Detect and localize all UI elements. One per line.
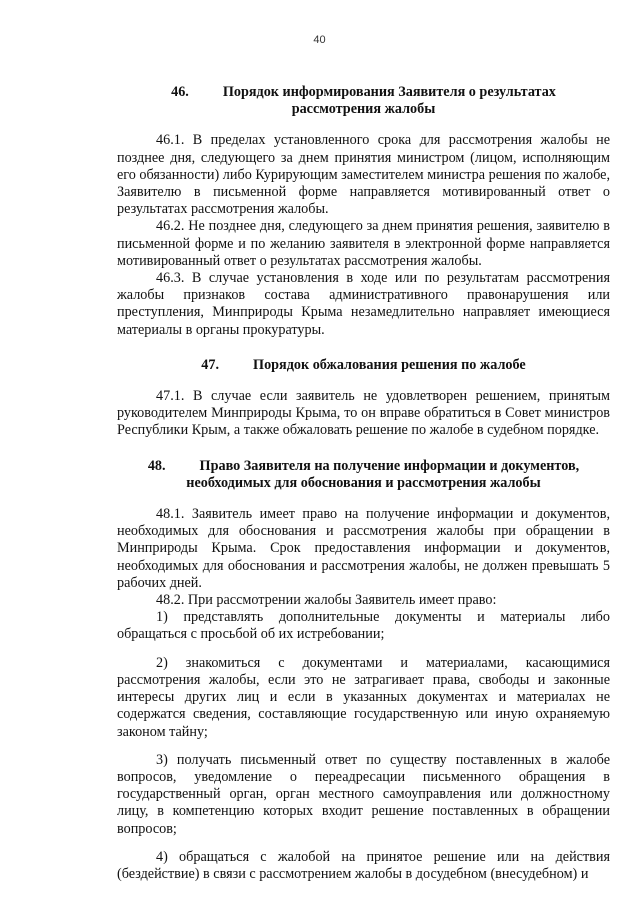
list-item-4: 4) обращаться с жалобой на принятое решение или на действия (бездействие) в связи с рассмотрением жалобы в досудебном (внесудебном) и xyxy=(117,848,610,882)
list-item-1: 1) представлять дополнительные документы и материалы либо обращаться с просьбой об их истребовании; xyxy=(117,609,610,643)
section-46-heading xyxy=(117,84,610,118)
page-number: 40 xyxy=(313,34,326,46)
section-46-number: 46. xyxy=(171,84,189,100)
section-48-heading xyxy=(117,458,610,492)
paragraph-48-2: 48.2. При рассмотрении жалобы Заявитель имеет право: xyxy=(156,592,497,609)
paragraph-46-3: 46.3. В случае установления в ходе или по результатам рассмотрения жалобы признаков состава административного правонарушения или преступления, Минприроды Крыма незамедлительно направляет имеющиеся материалы в органы прокуратуры. xyxy=(117,270,610,338)
paragraph-48-1: 48.1. Заявитель имеет право на получение информации и документов, необходимых для обоснования и рассмотрения жалобы при обращении в Минприроды Крыма. Срок предоставления информации и документов, необходимых для обоснования и рассмотрения жалобы, не должен превышать 5 рабочих дней. xyxy=(117,506,610,591)
section-46-title-line1: Порядок информирования Заявителя о результатах xyxy=(222,84,556,100)
section-47-title-line1: Порядок обжалования решения по жалобе xyxy=(253,356,526,373)
list-item-2: 2) знакомиться с документами и материалами, касающимися рассмотрения жалобы, если это не затрагивает права, свободы и законные интересы других лиц и если в указанных документах и материалах не содержатся сведения, составляющие государственную или иную охраняемую законом тайну; xyxy=(117,654,610,740)
section-48-number: 48. xyxy=(147,457,166,474)
section-48-title-line1: Право Заявителя на получение информации и документов, xyxy=(199,457,580,474)
document-body xyxy=(117,84,610,883)
section-46-title-line2: рассмотрения жалобы xyxy=(291,101,436,118)
paragraph-46-2: 46.2. Не позднее дня, следующего за днем принятия решения, заявителю в письменной форме и по желанию заявителя в электронной форме направляется мотивированный ответ о результатах рассмотрения жалобы. xyxy=(117,218,610,269)
list-item-3: 3) получать письменный ответ по существу поставленных в жалобе вопросов, уведомление о переадресации письменного обращения в государственный орган, орган местного самоуправления или должностному лицу, в компетенцию которых входит решение поставленных в обращении вопросов; xyxy=(117,751,610,837)
section-47-heading xyxy=(117,357,610,374)
section-48-title-line2: необходимых для обоснования и рассмотрения жалобы xyxy=(186,474,541,491)
paragraph-47-1: 47.1. В случае если заявитель не удовлетворен решением, принятым руководителем Минприроды Крыма, то он вправе обратиться в Совет министров Республики Крым, а также обжаловать решение по жалобе в судебном порядке. xyxy=(117,388,610,439)
paragraph-46-1: 46.1. В пределах установленного срока для рассмотрения жалобы не позднее дня, следующего за днем принятия министром (лицом, исполняющим его обязанности) либо Курирующим заместителем министра решения по жалобе, Заявителю в письменной форме направляется мотивированный ответ о результатах рассмотрения жалобы. xyxy=(117,132,610,218)
section-47-number: 47. xyxy=(201,356,220,373)
